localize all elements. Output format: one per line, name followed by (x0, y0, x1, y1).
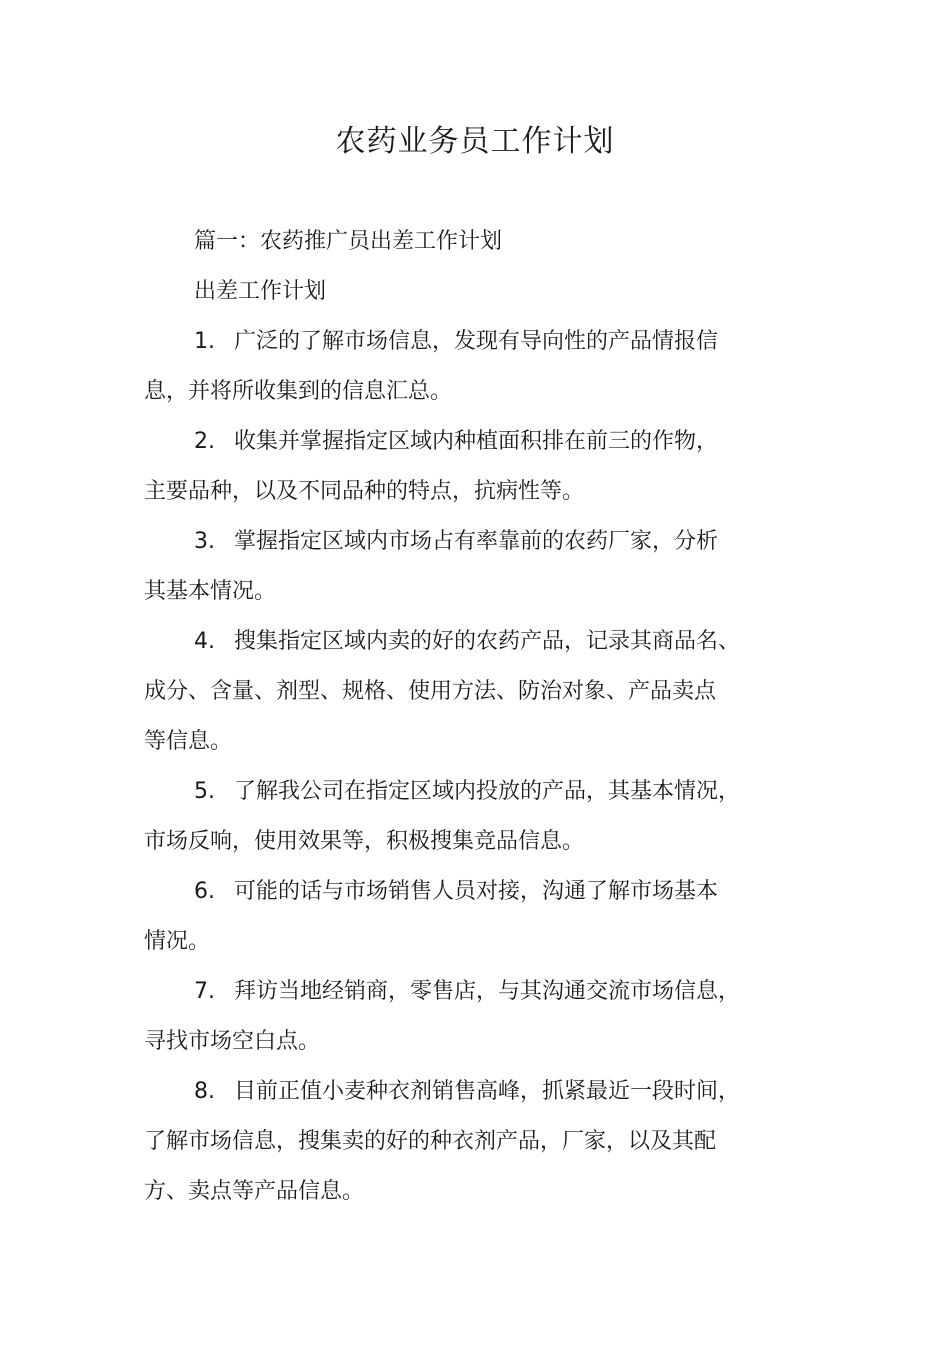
list-item-continuation: 等信息。 (144, 729, 233, 754)
list-item-continuation: 成分、含量、剂型、规格、使用方法、防治对象、产品卖点 (144, 679, 717, 704)
item-text: 广泛的了解市场信息，发现有导向性的产品情报信 (234, 329, 719, 354)
list-item-first-line (194, 326, 718, 358)
list-item-first-line (194, 776, 740, 808)
item-number: 6. (194, 879, 215, 904)
item-number: 4. (194, 629, 215, 654)
list-item-continuation: 寻找市场空白点。 (144, 1029, 321, 1054)
list-item-continuation: 息，并将所收集到的信息汇总。 (144, 379, 453, 404)
section-heading: 篇一：农药推广员出差工作计划 (194, 229, 503, 254)
item-number: 3. (194, 529, 215, 554)
list-item-first-line (194, 1076, 740, 1108)
item-text: 掌握指定区域内市场占有率靠前的农药厂家，分析 (234, 529, 719, 554)
item-text: 可能的话与市场销售人员对接，沟通了解市场基本 (234, 879, 719, 904)
item-text: 拜访当地经销商，零售店，与其沟通交流市场信息， (234, 979, 741, 1004)
item-number: 2. (194, 429, 215, 454)
item-text: 了解我公司在指定区域内投放的产品，其基本情况， (234, 779, 741, 804)
list-item-continuation: 情况。 (144, 929, 211, 954)
list-item-continuation: 市场反响，使用效果等，积极搜集竞品信息。 (144, 829, 585, 854)
item-number: 1. (194, 329, 215, 354)
item-number: 8. (194, 1079, 215, 1104)
subheading: 出差工作计划 (194, 279, 327, 304)
list-item-continuation: 其基本情况。 (144, 579, 277, 604)
list-item-first-line (194, 876, 718, 908)
list-item-first-line (194, 526, 718, 558)
item-text: 搜集指定区域内卖的好的农药产品，记录其商品名、 (234, 629, 741, 654)
list-item-continuation: 方、卖点等产品信息。 (144, 1179, 365, 1204)
list-item-continuation: 了解市场信息，搜集卖的好的种衣剂产品，厂家，以及其配 (144, 1129, 717, 1154)
list-item-first-line (194, 976, 740, 1008)
item-number: 7. (194, 979, 215, 1004)
list-item-continuation: 主要品种，以及不同品种的特点，抗病性等。 (144, 479, 585, 504)
item-number: 5. (194, 779, 215, 804)
list-item-first-line (194, 426, 718, 458)
item-text: 目前正值小麦种衣剂销售高峰，抓紧最近一段时间， (234, 1079, 741, 1104)
item-text: 收集并掌握指定区域内种植面积排在前三的作物， (234, 429, 719, 454)
document-title: 农药业务员工作计划 (335, 124, 615, 159)
list-item-first-line (194, 626, 740, 658)
